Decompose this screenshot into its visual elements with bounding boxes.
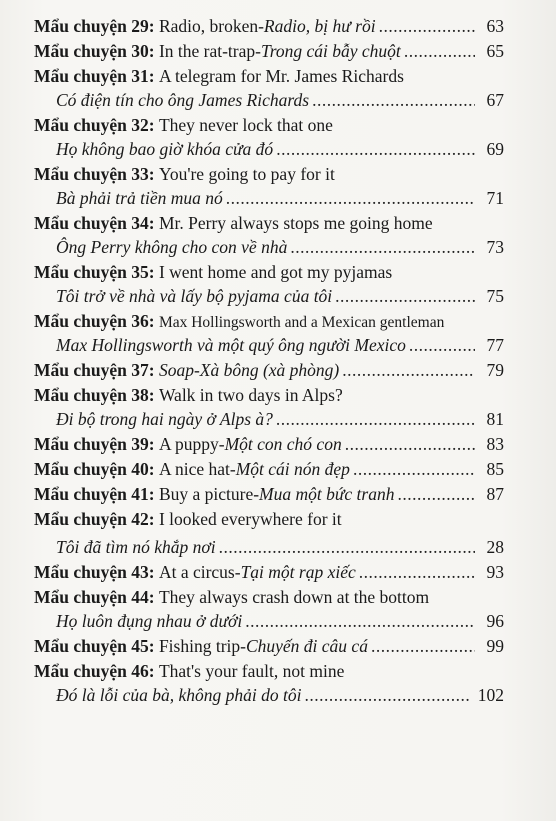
toc-entry-44-vi bbox=[34, 609, 504, 633]
entry-label: Mẩu chuyện 42: bbox=[34, 509, 155, 529]
toc-entry-36 bbox=[34, 309, 504, 333]
entry-title-en: You're going to pay for it bbox=[158, 164, 335, 184]
entry-title-vi: Xà bông (xà phòng) bbox=[199, 360, 340, 380]
entry-title-en: A telegram for Mr. James Richards bbox=[158, 66, 404, 86]
entry-page: 75 bbox=[486, 286, 504, 306]
entry-title-en: In the rat-trap bbox=[158, 41, 256, 61]
leader-dots bbox=[219, 535, 475, 559]
entry-title-en: They never lock that one bbox=[158, 115, 333, 135]
entry-title-vi: Radio, bị hư rồi bbox=[263, 16, 376, 36]
entry-label: Mẩu chuyện 35: bbox=[34, 262, 155, 282]
entry-separator: - bbox=[193, 360, 200, 380]
toc-entry-46 bbox=[34, 659, 504, 683]
leader-dots bbox=[359, 560, 475, 584]
entry-title-en: I looked everywhere for it bbox=[158, 509, 342, 529]
entry-title-vi: Bà phải trả tiền mua nó bbox=[56, 188, 223, 208]
entry-title-vi: Có điện tín cho ông James Richards bbox=[56, 90, 310, 110]
entry-title-vi: Chuyến đi câu cá bbox=[245, 636, 368, 656]
toc-entry-36-vi bbox=[34, 333, 504, 357]
toc-entry-30 bbox=[34, 39, 504, 63]
leader-dots bbox=[342, 358, 475, 382]
entry-separator: - bbox=[255, 41, 261, 61]
entry-title-vi: Đi bộ trong hai ngày ở Alps à? bbox=[56, 409, 273, 429]
leader-dots bbox=[404, 39, 475, 63]
entry-title-en: A puppy bbox=[158, 434, 219, 454]
entry-page: 77 bbox=[486, 335, 504, 355]
entry-page: 85 bbox=[486, 459, 504, 479]
entry-title-vi: Họ luôn đụng nhau ở dưới bbox=[56, 611, 243, 631]
entry-title-en: At a circus bbox=[158, 562, 235, 582]
leader-dots bbox=[312, 88, 475, 112]
entry-title-en: Buy a picture bbox=[158, 484, 254, 504]
entry-title-en: Max Hollingsworth and a Mexican gentleman bbox=[158, 314, 445, 331]
toc-entry-42 bbox=[34, 507, 504, 531]
leader-dots bbox=[379, 14, 475, 38]
entry-page: 83 bbox=[486, 434, 504, 454]
entry-page: 79 bbox=[486, 360, 504, 380]
entry-page: 69 bbox=[486, 139, 504, 159]
leader-dots bbox=[371, 634, 475, 658]
entry-page: 96 bbox=[486, 611, 504, 631]
entry-label: Mẩu chuyện 39: bbox=[34, 434, 155, 454]
leader-dots bbox=[290, 235, 475, 259]
leader-dots bbox=[276, 407, 475, 431]
toc-entry-31 bbox=[34, 64, 504, 88]
entry-title-vi: Một cái nón đẹp bbox=[235, 459, 350, 479]
toc-entry-33-vi bbox=[34, 186, 504, 210]
entry-label: Mẩu chuyện 36: bbox=[34, 311, 155, 331]
entry-label: Mẩu chuyện 31: bbox=[34, 66, 155, 86]
entry-title-vi: Ông Perry không cho con về nhà bbox=[56, 237, 288, 257]
entry-label: Mẩu chuyện 32: bbox=[34, 115, 155, 135]
entry-title-en: They always crash down at the bottom bbox=[158, 587, 430, 607]
entry-title-en: Fishing trip bbox=[158, 636, 241, 656]
toc-entry-35 bbox=[34, 260, 504, 284]
entry-title-vi: Tôi đã tìm nó khắp nơi bbox=[56, 537, 216, 557]
toc-entry-44 bbox=[34, 585, 504, 609]
entry-title-en: That's your fault, not mine bbox=[158, 661, 345, 681]
entry-title-en: I went home and got my pyjamas bbox=[158, 262, 393, 282]
entry-title-en: Mr. Perry always stops me going home bbox=[158, 213, 433, 233]
entry-page: 102 bbox=[477, 685, 504, 705]
entry-separator: - bbox=[234, 562, 241, 582]
entry-title-en: Soap bbox=[158, 360, 194, 380]
entry-label: Mẩu chuyện 44: bbox=[34, 587, 155, 607]
toc-entry-31-vi bbox=[34, 88, 504, 112]
toc-entry-38-vi bbox=[34, 407, 504, 431]
entry-page: 63 bbox=[486, 16, 504, 36]
entry-title-vi: Tôi trở về nhà và lấy bộ pyjama của tôi bbox=[56, 286, 333, 306]
entry-page: 28 bbox=[486, 537, 504, 557]
entry-page: 81 bbox=[486, 409, 504, 429]
entry-title-vi: Trong cái bẫy chuột bbox=[260, 41, 401, 61]
entry-title-vi: Tại một rạp xiếc bbox=[240, 562, 356, 582]
toc-entry-46-vi bbox=[34, 683, 504, 707]
entry-separator: - bbox=[218, 434, 225, 454]
entry-title-en: A nice hat bbox=[158, 459, 230, 479]
entry-label: Mẩu chuyện 37: bbox=[34, 360, 155, 380]
entry-label: Mẩu chuyện 41: bbox=[34, 484, 155, 504]
toc-entry-32 bbox=[34, 113, 504, 137]
entry-page: 71 bbox=[486, 188, 504, 208]
entry-page: 67 bbox=[486, 90, 504, 110]
entry-label: Mẩu chuyện 46: bbox=[34, 661, 155, 681]
entry-title-vi: Max Hollingsworth và một quý ông người Mexico bbox=[56, 335, 406, 355]
entry-separator: - bbox=[229, 459, 236, 479]
entry-title-vi: Mua một bức tranh bbox=[259, 484, 395, 504]
toc-entry-45 bbox=[34, 634, 504, 658]
leader-dots bbox=[397, 482, 475, 506]
toc-entry-38 bbox=[34, 383, 504, 407]
toc-entry-41 bbox=[34, 482, 504, 506]
entry-separator: - bbox=[253, 484, 260, 504]
toc-entry-32-vi bbox=[34, 137, 504, 161]
leader-dots bbox=[409, 333, 475, 357]
leader-dots bbox=[353, 457, 475, 481]
leader-dots bbox=[276, 137, 475, 161]
entry-page: 73 bbox=[486, 237, 504, 257]
leader-dots bbox=[245, 609, 475, 633]
entry-label: Mẩu chuyện 38: bbox=[34, 385, 155, 405]
toc-entry-40 bbox=[34, 457, 504, 481]
leader-dots bbox=[226, 186, 475, 210]
entry-separator: - bbox=[258, 16, 264, 36]
entry-page: 93 bbox=[486, 562, 504, 582]
entry-label: Mẩu chuyện 33: bbox=[34, 164, 155, 184]
table-of-contents bbox=[34, 14, 504, 707]
entry-title-vi: Một con chó con bbox=[224, 434, 342, 454]
entry-label: Mẩu chuyện 34: bbox=[34, 213, 155, 233]
entry-title-en: Radio, broken bbox=[158, 16, 259, 36]
entry-label: Mẩu chuyện 45: bbox=[34, 636, 155, 656]
entry-separator: - bbox=[240, 636, 246, 656]
entry-page: 87 bbox=[486, 484, 504, 504]
entry-page: 99 bbox=[486, 636, 504, 656]
toc-entry-33 bbox=[34, 162, 504, 186]
entry-label: Mẩu chuyện 43: bbox=[34, 562, 155, 582]
entry-title-en: Walk in two days in Alps? bbox=[158, 385, 343, 405]
toc-entry-34 bbox=[34, 211, 504, 235]
leader-dots bbox=[335, 284, 475, 308]
leader-dots bbox=[304, 683, 469, 707]
toc-entry-34-vi bbox=[34, 235, 504, 259]
leader-dots bbox=[345, 432, 475, 456]
toc-entry-29 bbox=[34, 14, 504, 38]
entry-title-vi: Họ không bao giờ khóa cửa đó bbox=[56, 139, 274, 159]
entry-label: Mẩu chuyện 40: bbox=[34, 459, 155, 479]
entry-label: Mẩu chuyện 29: bbox=[34, 16, 155, 36]
entry-label: Mẩu chuyện 30: bbox=[34, 41, 155, 61]
toc-entry-42-vi bbox=[34, 535, 504, 559]
entry-page: 65 bbox=[486, 41, 504, 61]
toc-entry-43 bbox=[34, 560, 504, 584]
toc-entry-35-vi bbox=[34, 284, 504, 308]
toc-entry-39 bbox=[34, 432, 504, 456]
entry-title-vi: Đó là lỗi của bà, không phải do tôi bbox=[56, 685, 302, 705]
toc-entry-37 bbox=[34, 358, 504, 382]
